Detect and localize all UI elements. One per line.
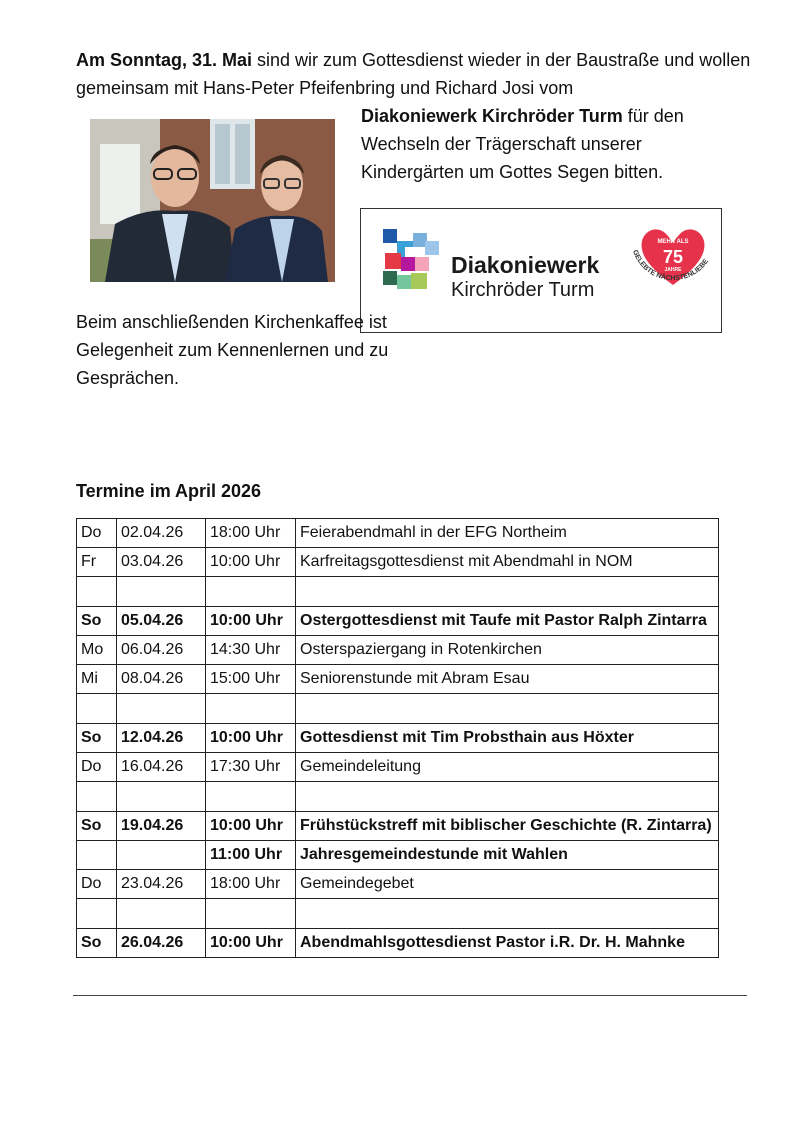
cell-event: Osterspaziergang in Rotenkirchen [296, 636, 719, 665]
cell-event: Gottesdienst mit Tim Probsthain aus Höxter [296, 724, 719, 753]
cell-date: 05.04.26 [117, 607, 206, 636]
cell-date [117, 841, 206, 870]
cell-day [77, 782, 117, 812]
table-row [77, 841, 719, 870]
cell-day: Do [77, 753, 117, 782]
termine-table [76, 518, 719, 958]
cell-event [296, 694, 719, 724]
table-row [77, 929, 719, 958]
cell-event [296, 782, 719, 812]
cell-time: 10:00 Uhr [206, 724, 296, 753]
table-row [77, 519, 719, 548]
table-row [77, 812, 719, 841]
table-row [77, 753, 719, 782]
cell-day [77, 841, 117, 870]
cell-day: So [77, 724, 117, 753]
cell-time: 18:00 Uhr [206, 870, 296, 899]
cell-event: Gemeindegebet [296, 870, 719, 899]
table-row [77, 899, 719, 929]
cell-event: Karfreitagsgottesdienst mit Abendmahl in NOM [296, 548, 719, 577]
cell-date: 03.04.26 [117, 548, 206, 577]
cell-day: Mi [77, 665, 117, 694]
table-row [77, 870, 719, 899]
cell-time: 15:00 Uhr [206, 665, 296, 694]
cell-day: Do [77, 519, 117, 548]
cell-time [206, 577, 296, 607]
cell-day [77, 694, 117, 724]
cell-event: Gemeindeleitung [296, 753, 719, 782]
cell-event [296, 577, 719, 607]
cell-date: 08.04.26 [117, 665, 206, 694]
diakonie-text: für den Wechseln der Trägerschaft unserer Kindergärten um Gottes Segen bitten. [361, 106, 684, 182]
intro-text: sind wir zum Gottesdienst wieder in der Baustraße und wollen gemeinsam mit Hans-Peter Pfeifenbring und Richard Josi vom [76, 50, 751, 98]
cell-time: 10:00 Uhr [206, 929, 296, 958]
heart-number: 75 [662, 247, 684, 267]
cell-day: So [77, 929, 117, 958]
portrait-photo [90, 119, 335, 282]
cell-event: Jahresgemeindestunde mit Wahlen [296, 841, 719, 870]
cell-time: 11:00 Uhr [206, 841, 296, 870]
cell-day [77, 899, 117, 929]
cell-time: 14:30 Uhr [206, 636, 296, 665]
cell-date: 26.04.26 [117, 929, 206, 958]
table-row [77, 548, 719, 577]
cell-date [117, 782, 206, 812]
termine-title: Termine im April 2026 [76, 481, 262, 501]
cell-date: 06.04.26 [117, 636, 206, 665]
org-name: Diakoniewerk Kirchröder Turm [361, 106, 623, 126]
heart-bottom-text: JAHRE [664, 267, 682, 273]
cell-time: 10:00 Uhr [206, 548, 296, 577]
cell-date: 02.04.26 [117, 519, 206, 548]
diakonie-paragraph [361, 102, 741, 186]
cell-event: Ostergottesdienst mit Taufe mit Pastor Ralph Zintarra [296, 607, 719, 636]
heart-top-text: MEHR ALS [657, 239, 689, 245]
table-row [77, 607, 719, 636]
cell-time: 17:30 Uhr [206, 753, 296, 782]
cell-event: Seniorenstunde mit Abram Esau [296, 665, 719, 694]
cell-date: 19.04.26 [117, 812, 206, 841]
cell-day: So [77, 812, 117, 841]
cell-date [117, 899, 206, 929]
cell-date [117, 694, 206, 724]
cell-time [206, 899, 296, 929]
follow-paragraph: Beim anschließenden Kirchenkaffee ist Gelegenheit zum Kennenlernen und zu Gesprächen. [76, 312, 389, 388]
table-row [77, 577, 719, 607]
table-row [77, 665, 719, 694]
logo-wordmark-2: Kirchröder Turm [451, 279, 595, 301]
table-row [77, 694, 719, 724]
cell-date: 23.04.26 [117, 870, 206, 899]
cell-date: 12.04.26 [117, 724, 206, 753]
cell-time: 10:00 Uhr [206, 607, 296, 636]
table-row [77, 724, 719, 753]
cell-time: 10:00 Uhr [206, 812, 296, 841]
cell-time [206, 694, 296, 724]
table-row [77, 636, 719, 665]
cell-time [206, 782, 296, 812]
cell-event: Abendmahlsgottesdienst Pastor i.R. Dr. H. Mahnke [296, 929, 719, 958]
cell-date [117, 577, 206, 607]
cell-day: Fr [77, 548, 117, 577]
divider [73, 995, 747, 996]
cell-day [77, 577, 117, 607]
cell-event: Feierabendmahl in der EFG Northeim [296, 519, 719, 548]
table-row [77, 782, 719, 812]
cell-day: Do [77, 870, 117, 899]
cell-event [296, 899, 719, 929]
intro-date: Am Sonntag, 31. Mai [76, 50, 253, 70]
cell-time: 18:00 Uhr [206, 519, 296, 548]
logo-wordmark-1: Diakoniewerk [451, 252, 600, 278]
cell-day: So [77, 607, 117, 636]
cell-day: Mo [77, 636, 117, 665]
intro-paragraph [76, 46, 766, 102]
cell-date: 16.04.26 [117, 753, 206, 782]
logo-arc-text: GELEBTE NÄCHSTENLIEBE [631, 249, 710, 283]
cell-event: Frühstückstreff mit biblischer Geschichte (R. Zintarra) [296, 812, 719, 841]
